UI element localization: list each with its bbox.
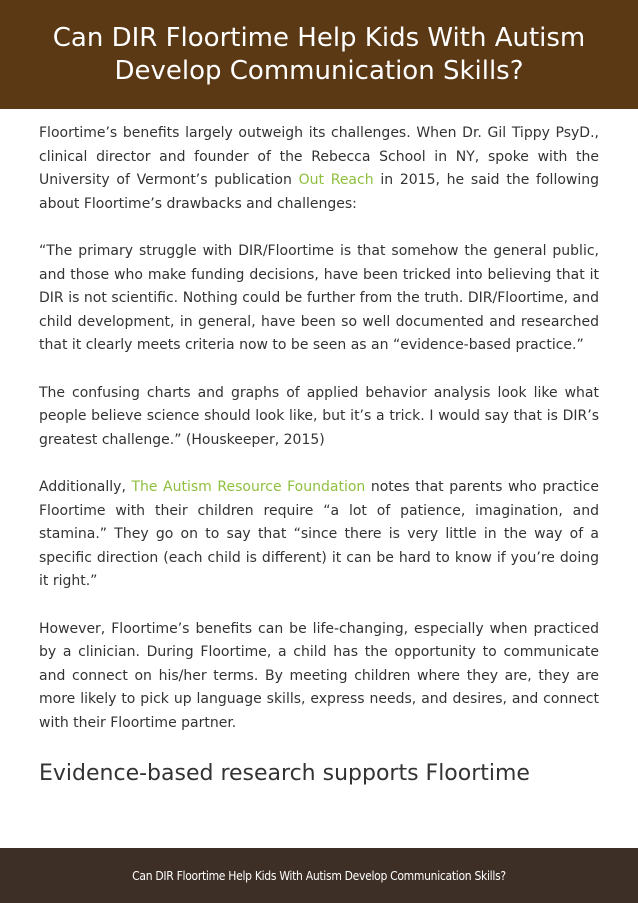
- article-body: [39, 122, 599, 789]
- footer-title: Can DIR Floortime Help Kids With Autism Develop Communication Skills?: [132, 868, 506, 883]
- section-heading: Evidence-based research supports Floortime: [39, 761, 530, 786]
- autism-resource-foundation-link[interactable]: The Autism Resource Foundation: [131, 479, 366, 495]
- paragraph-1: [39, 122, 599, 216]
- paragraph-1-text-before: Floortime’s benefits largely outweigh its challenges. When Dr. Gil Tippy PsyD., clinical director and founder of the Rebecca School in NY, spoke with the University of Vermont’s publication: [39, 125, 599, 188]
- page-title: Can DIR Floortime Help Kids With Autism Develop Communication Skills?: [52, 22, 586, 86]
- paragraph-4-text-after: notes that parents who practice Floortime with their children require “a lot of patience, imagination, and stamina.” They go on to say that “since there is very little in the way of a specific direction (each child is different) it can be hard to know if you’re doing it right.”: [39, 479, 599, 589]
- paragraph-3: The confusing charts and graphs of applied behavior analysis look like what people believe science should look like, but it’s a trick. I would say that is DIR’s greatest challenge.” (Houskeeper, 2015): [39, 384, 599, 448]
- paragraph-2: “The primary struggle with DIR/Floortime is that somehow the general public, and those who make funding decisions, have been tricked into believing that it DIR is not scientific. Nothing could be further from the truth. DIR/Floortime, and child development, in general, have been so well documented and researched that it clearly meets criteria now to be seen as an “evidence-based practice.”: [39, 243, 599, 353]
- page-footer: [0, 848, 638, 903]
- paragraph-4-text-before: Additionally,: [39, 479, 132, 495]
- page-header: [0, 0, 638, 109]
- paragraph-4: [39, 476, 599, 594]
- out-reach-link[interactable]: Out Reach: [298, 172, 374, 188]
- paragraph-5: However, Floortime’s benefits can be life-changing, especially when practiced by a clinician. During Floortime, a child has the opportunity to communicate and connect on his/her terms. By meeting children where they are, they are more likely to pick up language skills, express needs, and desires, and connect with their Floortime partner.: [39, 620, 599, 731]
- paragraph-1-text-after: in 2015, he said the following about Floortime’s drawbacks and challenges:: [39, 172, 599, 212]
